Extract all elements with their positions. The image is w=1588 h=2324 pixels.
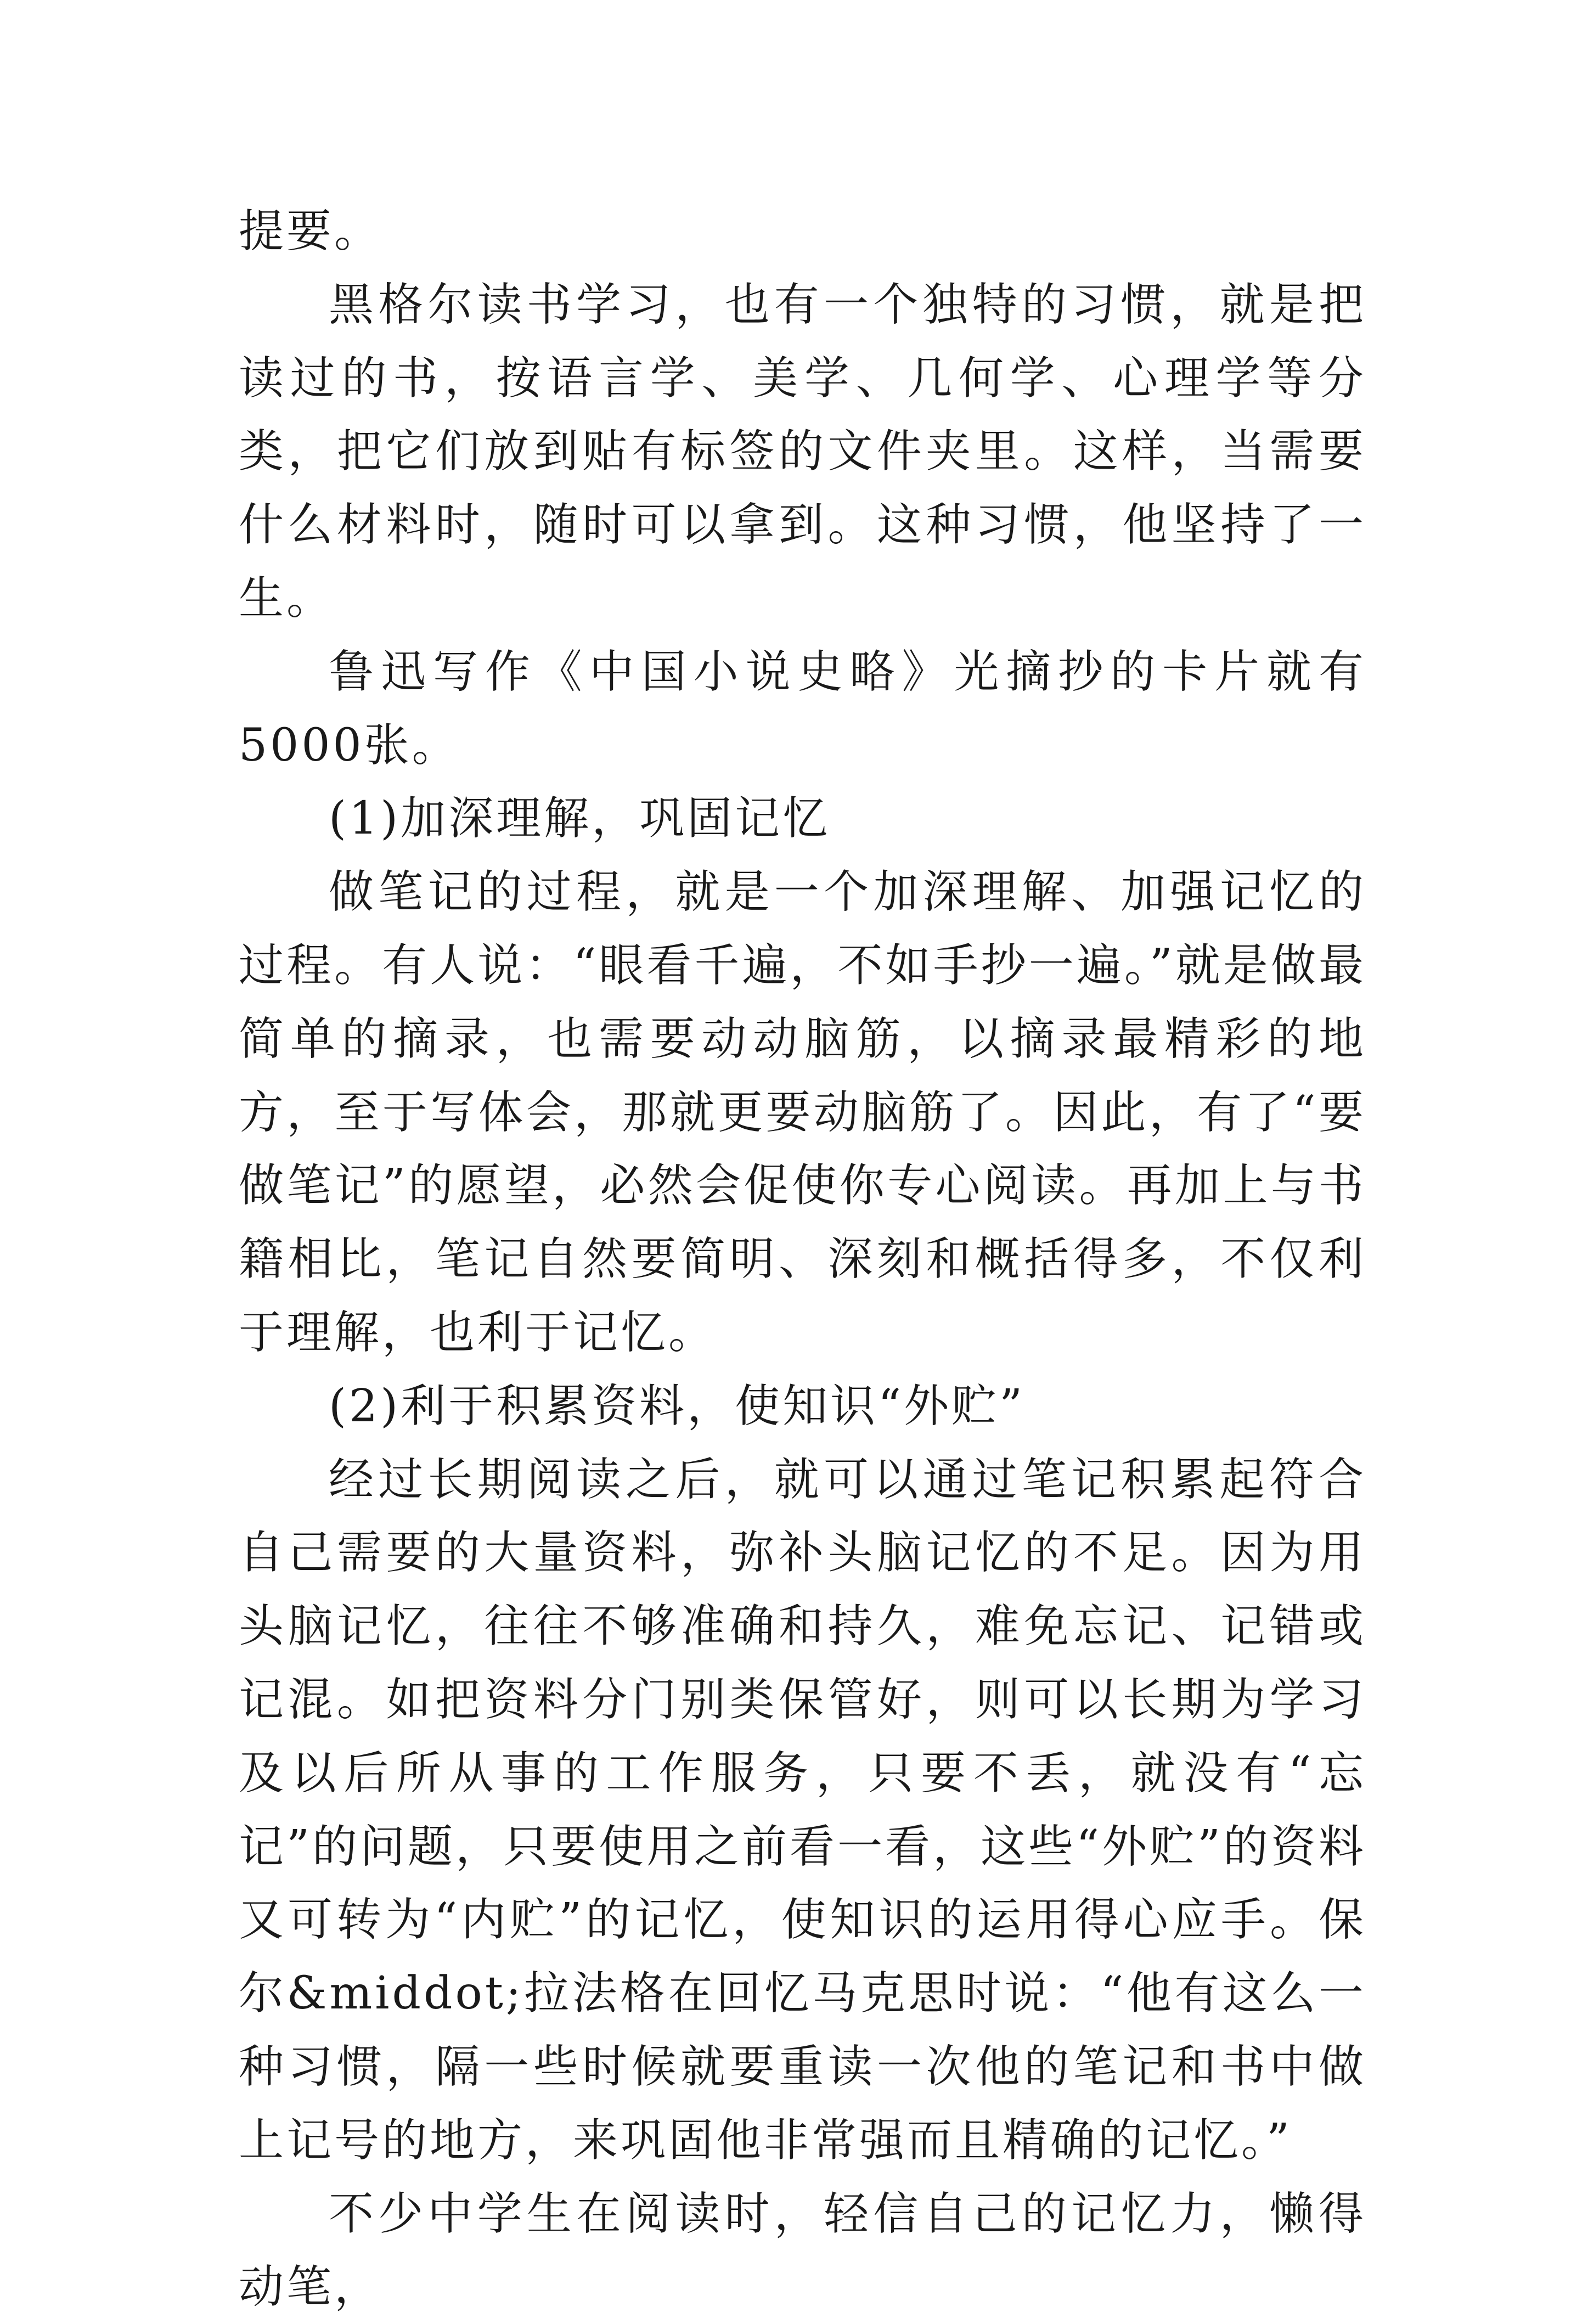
paragraph: 鲁迅写作《中国小说史略》光摘抄的卡片就有5000张。 (239, 645, 1366, 772)
paragraph: 做笔记的过程，就是一个加深理解、加强记忆的过程。有人说：“眼看千遍，不如手抄一遍。”就是做最简单的摘录，也需要动动脑筋，以摘录最精彩的地方，至于写体会，那就更要动脑筋了。因此，有了“要做笔记”的愿望，必然会促使你专心阅读。再加上与书籍相比，笔记自然要简明、深刻和概括得多，不仅利于理解，也利于记忆。 (239, 866, 1366, 1359)
paragraph: 黑格尔读书学习，也有一个独特的习惯，就是把读过的书，按语言学、美学、几何学、心理学等分类，把它们放到贴有标签的文件夹里。这样，当需要什么材料时，随时可以拿到。这种习惯，他坚持了一生。 (239, 278, 1366, 624)
paragraph-heading: (1)加深理解，巩固记忆 (329, 792, 831, 845)
paragraph: 经过长期阅读之后，就可以通过笔记积累起符合自己需要的大量资料，弥补头脑记忆的不足。因为用头脑记忆，往往不够准确和持久，难免忘记、记错或记混。如把资料分门别类保管好，则可以长期为学习及以后所从事的工作服务，只要不丢，就没有“忘记”的问题，只要使用之前看一看，这些“外贮”的资料又可转为“内贮”的记忆，使知识的运用得心应手。保尔&middot;拉法格在回忆马克思时说：“他有这么一种习惯，隔一些时候就要重读一次他的笔记和书中做上记号的地方，来巩固他非常强而且精确的记忆。” (239, 1453, 1366, 2167)
paragraph-heading: (2)利于积累资料，使知识“外贮” (329, 1380, 1025, 1432)
paragraph: 不少中学生在阅读时，轻信自己的记忆力，懒得动笔， (239, 2187, 1366, 2314)
paragraph: 提要。 (239, 205, 382, 257)
body-text (239, 195, 1366, 2324)
